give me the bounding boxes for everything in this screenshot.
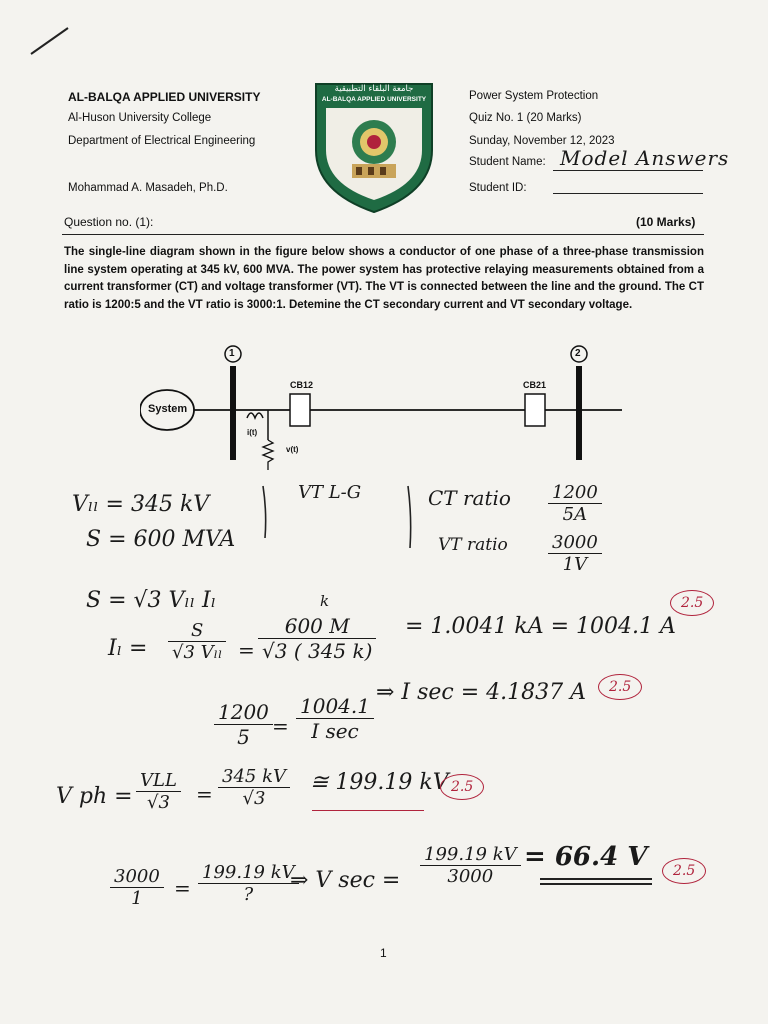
ct-den: 5 (237, 725, 250, 749)
cb21-label: CB21 (523, 380, 547, 390)
vsec-underline-1 (540, 878, 652, 880)
vt-ratio-label: VT ratio (438, 535, 508, 555)
ct-fraction (214, 700, 273, 749)
vph-value-fraction (218, 766, 290, 809)
given-vll: Vₗₗ = 345 kV (72, 492, 210, 517)
ct-rhs-num: 1004.1 (296, 694, 374, 719)
pen-mark (28, 22, 72, 58)
question-divider (62, 234, 704, 235)
question-number: Question no. (1): (64, 215, 154, 229)
vt-ratio-den: 1V (562, 554, 588, 575)
il-lhs: Iₗ = (108, 636, 148, 661)
vph-den: √3 (146, 792, 170, 813)
given-s: S = 600 MVA (86, 527, 236, 552)
vph-fraction (136, 770, 181, 813)
vt-den: 1 (131, 888, 143, 909)
course-name: Power System Protection (469, 90, 599, 102)
vph-val-den: √3 (242, 788, 266, 809)
divider-stroke-2 (400, 482, 420, 552)
vph-underline (312, 810, 424, 811)
ct-rhs-fraction (296, 694, 374, 743)
vph-eq: = (196, 782, 213, 806)
vt-line-ground: VT L-G (298, 482, 362, 503)
bus-1-label: 1 (229, 348, 235, 359)
ct-ratio-fraction (548, 482, 602, 525)
vt-num: 3000 (110, 866, 164, 888)
vt-eq: = (174, 876, 191, 900)
il-formula-fraction (168, 620, 226, 663)
il-frac-num: S (168, 620, 226, 642)
il-k-mark: k (320, 592, 330, 610)
vsec-result: = 66.4 V (524, 842, 648, 872)
divider-stroke-1 (255, 482, 275, 542)
il-result: = 1.0041 kA = 1004.1 A (405, 614, 676, 639)
logo-arabic-text: جامعة البلقاء التطبيقية (334, 84, 414, 94)
ct-ratio-num: 1200 (548, 482, 602, 504)
department-name: Department of Electrical Engineering (68, 135, 256, 147)
ct-ratio-den: 5A (562, 504, 588, 525)
single-line-diagram (140, 342, 640, 472)
s-formula: S = √3 Vₗₗ Iₗ (86, 588, 217, 613)
vsec-underline-2 (540, 883, 652, 885)
student-name-line (553, 170, 703, 171)
il-eq: = (238, 638, 255, 662)
college-name: Al-Huson University College (68, 112, 212, 124)
vph-score-mark: 2.5 (440, 774, 484, 800)
vt-ratio-fraction (548, 532, 602, 575)
instructor-name: Mohammad A. Masadeh, Ph.D. (68, 182, 228, 194)
vsec-score-mark: 2.5 (662, 858, 706, 884)
quiz-title: Quiz No. 1 (20 Marks) (469, 112, 582, 124)
vsec-fraction (420, 844, 521, 887)
vsec-num: 199.19 kV (420, 844, 521, 866)
il-val-den: √3 ( 345 k) (262, 639, 373, 663)
vph-num: VLL (136, 770, 181, 792)
vt-mid-den: ? (243, 884, 254, 905)
student-name-value: Model Answers (560, 146, 730, 170)
vt-ratio-num: 3000 (548, 532, 602, 554)
isec-score-mark: 2.5 (598, 674, 642, 700)
page-number: 1 (380, 946, 387, 960)
current-label: i(t) (247, 428, 258, 437)
student-id-line (553, 193, 703, 194)
isec-result: ⇒ I sec = 4.1837 A (376, 680, 587, 705)
voltage-label: v(t) (286, 445, 299, 454)
vph-val-num: 345 kV (218, 766, 290, 788)
il-value-fraction (258, 614, 376, 663)
system-label: System (148, 403, 188, 415)
vt-fraction (110, 866, 164, 909)
ct-eq: = (272, 714, 289, 738)
question-marks: (10 Marks) (636, 215, 696, 229)
vph-result: ≅ 199.19 kV (310, 770, 449, 795)
bus-2-label: 2 (575, 348, 581, 359)
vt-mid-fraction (198, 862, 299, 905)
cb12-label: CB12 (290, 380, 314, 390)
vsec-den: 3000 (447, 866, 494, 887)
il-score-mark: 2.5 (670, 590, 714, 616)
student-name-label: Student Name: (469, 156, 546, 168)
vsec-lhs: ⇒ V sec = (290, 868, 401, 893)
university-name: AL-BALQA APPLIED UNIVERSITY (68, 90, 261, 104)
ct-rhs-den: I sec (311, 719, 359, 743)
ct-ratio-label: CT ratio (428, 486, 511, 510)
vt-mid-num: 199.19 kV (198, 862, 299, 884)
logo-english-text: AL-BALQA APPLIED UNIVERSITY (321, 96, 427, 103)
student-id-label: Student ID: (469, 182, 527, 194)
il-val-num: 600 M (258, 614, 376, 639)
university-logo (312, 80, 436, 216)
quiz-date: Sunday, November 12, 2023 (469, 135, 615, 147)
question-text: The single-line diagram shown in the figure below shows a conductor of one phase of a three-phase transmission line system operating at 345 kV, 600 MVA. The power system has protective relaying measurements obtained from a current transformer (CT) and voltage transformer (VT). The VT is connected between the line and the ground. The CT ratio is 1200:5 and the VT ratio is 3000:1. Detemine the CT secondary current and VT secondary voltage. (64, 246, 704, 311)
ct-num: 1200 (214, 700, 273, 725)
il-frac-den: √3 Vₗₗ (172, 642, 223, 663)
vph-lhs: V ph = (56, 784, 133, 809)
